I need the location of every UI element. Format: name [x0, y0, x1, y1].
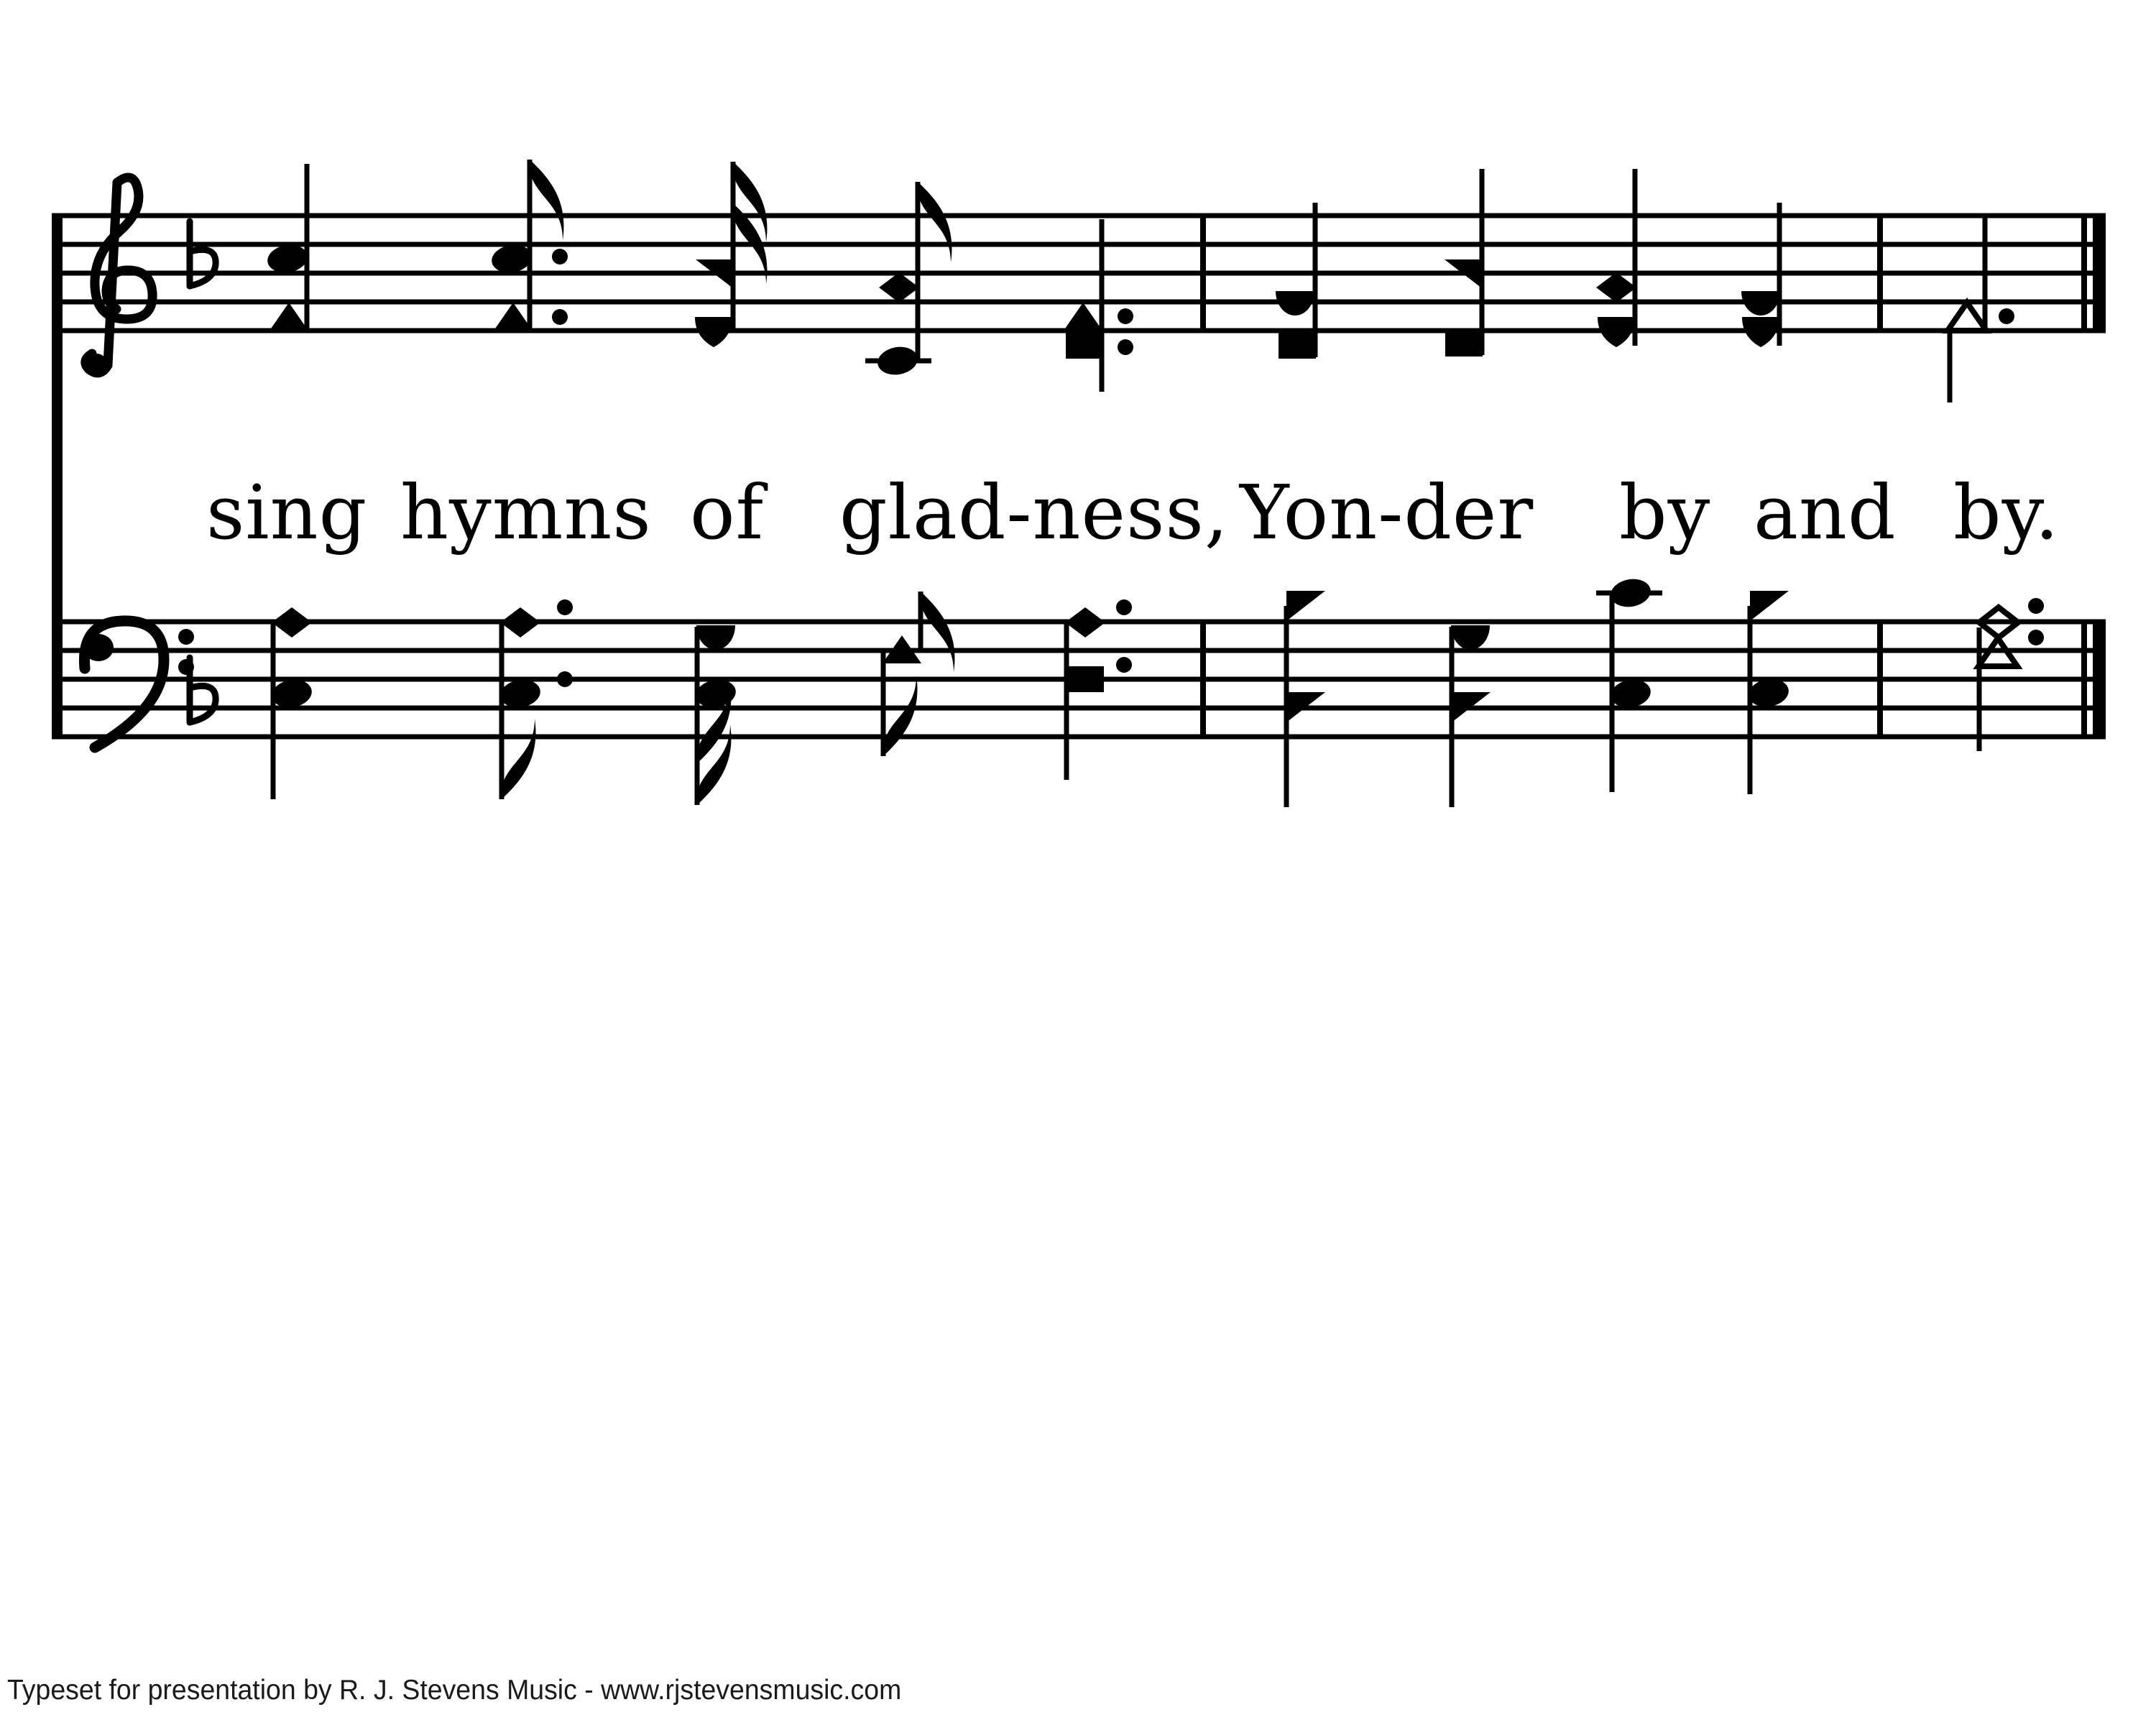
notehead-square: [1067, 666, 1104, 692]
notehead-oval: [1608, 576, 1653, 610]
augmentation-dot: [557, 671, 573, 687]
notehead-triangle: [1064, 303, 1102, 331]
note-flag: [502, 719, 535, 799]
augmentation-dot: [2028, 598, 2044, 614]
lyrics-line: [0, 0, 2156, 556]
notehead-square: [1279, 333, 1316, 359]
notehead-semicircle: [696, 625, 735, 650]
notehead-wedge: [1286, 591, 1325, 621]
notehead-fan: [1742, 317, 1779, 347]
augmentation-dot: [557, 599, 573, 615]
lyric-syllable: Yon-der: [1240, 469, 1534, 556]
notehead-fan: [1598, 317, 1635, 347]
bass-final-barline-thin: [2081, 622, 2087, 737]
system-left-barline: [52, 216, 63, 737]
bass-final-barline-thick: [2093, 622, 2106, 737]
augmentation-dot: [1999, 308, 2014, 324]
augmentation-dot: [1118, 339, 1133, 355]
notehead-semicircle: [1451, 625, 1490, 650]
notehead-semicircle: [1741, 291, 1780, 316]
note-flag: [883, 676, 917, 756]
notehead-triangle: [494, 303, 533, 331]
bass-clef-dot: [178, 629, 194, 645]
notehead-wedge: [1750, 591, 1789, 621]
lyric-syllable: of: [690, 469, 765, 556]
notehead-semicircle: [1276, 291, 1314, 316]
treble-clef-icon: [95, 270, 152, 319]
treble-final-barline-thick: [2093, 216, 2106, 331]
treble-clef-icon: [88, 354, 106, 372]
augmentation-dot: [2028, 630, 2044, 645]
augmentation-dot: [552, 309, 568, 325]
flat-sign-icon: [190, 249, 216, 286]
lyric-syllable: by.: [1953, 469, 2060, 556]
notehead-triangle: [270, 303, 308, 331]
treble-final-barline-thin: [2081, 216, 2087, 331]
flat-sign-icon: [190, 686, 216, 722]
lyric-syllable: hymns: [400, 469, 652, 556]
lyric-syllable: sing: [206, 469, 368, 556]
note-flag: [921, 592, 954, 672]
note-flag: [918, 182, 952, 262]
lyric-syllable: glad-ness,: [839, 469, 1229, 556]
typesetter-credit: Typeset for presentation by R. J. Stevens Music - www.rjstevensmusic.com: [7, 1675, 902, 1706]
notehead-diamond: [272, 607, 312, 638]
notehead-diamond: [1596, 272, 1636, 303]
notehead-diamond: [879, 272, 919, 303]
note-flag: [530, 160, 563, 240]
lyric-syllable: and: [1754, 469, 1897, 556]
augmentation-dot: [1116, 599, 1132, 615]
augmentation-dot: [1116, 657, 1132, 673]
notehead-diamond: [1065, 607, 1105, 638]
notehead-fan: [695, 317, 732, 347]
notehead-oval: [875, 344, 920, 377]
notehead-square: [1445, 331, 1483, 356]
augmentation-dot: [552, 249, 568, 264]
augmentation-dot: [1118, 308, 1133, 324]
notehead-square: [1066, 333, 1103, 359]
lyric-syllable: by: [1619, 469, 1711, 556]
notehead-triangle-open: [1948, 303, 1986, 331]
notehead-diamond: [500, 607, 540, 638]
